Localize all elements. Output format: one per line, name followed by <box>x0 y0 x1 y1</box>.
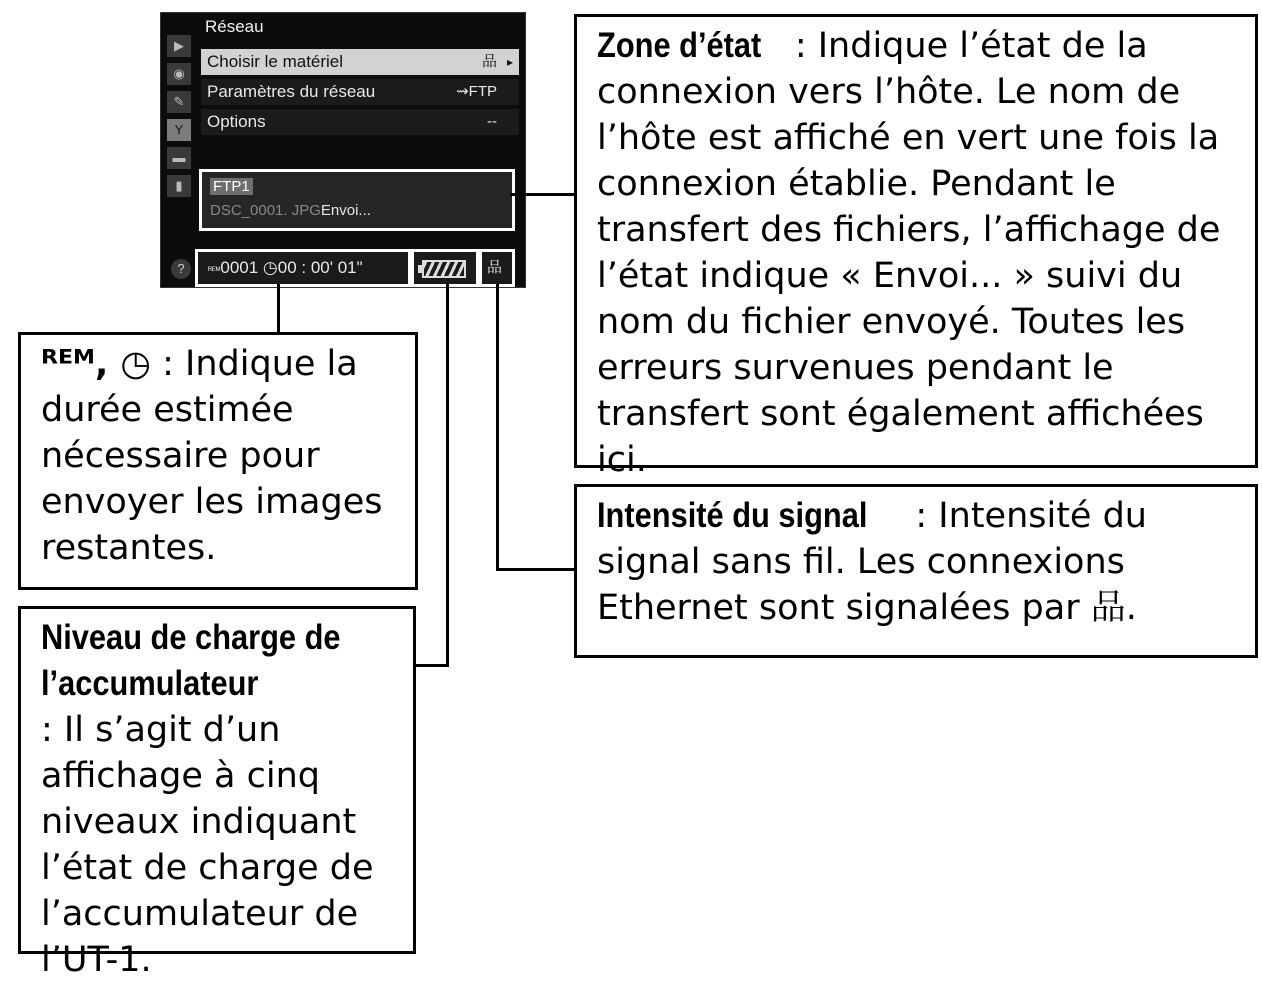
rem-icon: ᴿᴱᴹ <box>208 265 221 275</box>
remaining-time-zone <box>195 249 411 287</box>
connector-charge-vertical <box>446 284 449 667</box>
menu-item-label: Paramètres du réseau <box>207 82 376 101</box>
camera-tab-icon[interactable]: ◉ <box>167 63 191 85</box>
connector-signal-vertical <box>496 284 499 571</box>
pencil-tab-icon[interactable]: ✎ <box>167 91 191 113</box>
screen-title: Réseau <box>205 17 264 36</box>
status-host-name: FTP1 <box>210 178 253 195</box>
signal-icon: 品 <box>487 259 503 276</box>
signal-zone <box>479 249 515 287</box>
callout-text: : Intensité du signal sans fil. Les connexions Ethernet sont signalées par 品. <box>597 496 1147 628</box>
callout-heading: Intensité du signal <box>597 496 868 535</box>
camera-screen <box>160 12 526 288</box>
callout-heading: Niveau de charge de l’accumulateur <box>41 618 341 703</box>
callout-heading: Zone d’état <box>597 26 762 65</box>
mymenu-tab-icon[interactable]: ▮ <box>167 175 191 197</box>
connector-signal-horizontal <box>496 568 576 571</box>
menu-item-choisir-materiel[interactable] <box>201 49 519 75</box>
battery-icon <box>422 260 466 278</box>
menu-item-value: -- <box>487 113 497 130</box>
menu-item-value: ⇝FTP <box>456 83 497 100</box>
chevron-right-icon: ▸ <box>506 55 513 69</box>
callout-text: : Il s’agit d’un affichage à cinq niveaux indiquant l’état de charge de l’accumulateur de l’UT-1. <box>41 710 374 980</box>
rem-clock-icon: ᴿᴱᴹ, ◷ <box>41 344 151 384</box>
help-icon[interactable]: ? <box>171 259 191 279</box>
callout-niveau-charge <box>18 606 416 980</box>
menu-item-label: Choisir le matériel <box>207 52 344 71</box>
connector-zone <box>510 193 576 196</box>
remaining-time-value: 0001 ◷00 : 00' 01" <box>220 258 363 277</box>
callout-text: : Indique la durée estimée nécessaire pour envoyer les images restantes. <box>41 344 383 568</box>
status-file-name: DSC_0001. JPG <box>210 202 321 219</box>
connector-charge-horizontal <box>416 664 449 667</box>
retouch-tab-icon[interactable]: ▬ <box>167 147 191 169</box>
callout-duree-estimee <box>18 332 418 590</box>
callout-intensite-signal <box>574 484 1258 658</box>
connector-duree <box>277 284 280 334</box>
status-zone <box>199 169 515 231</box>
battery-zone <box>411 249 479 287</box>
playback-tab-icon[interactable]: ▶ <box>167 35 191 57</box>
ethernet-icon: 品 <box>481 53 497 70</box>
menu-item-parametres-reseau[interactable] <box>201 79 519 105</box>
callout-text: : Indique l’état de la connexion vers l’hôte. Le nom de l’hôte est affiché en vert une fois la connexion établie. Pendant le transfert des fichiers, l’affichage de l’état indique « Envoi... » suivi du nom du fichier envoyé. Toutes les erreurs survenues pendant le transfert sont également affichées ici. <box>597 26 1221 480</box>
remaining-time-readout <box>208 252 363 286</box>
status-file-line <box>210 202 371 219</box>
menu-item-options[interactable] <box>201 109 519 135</box>
menu-item-label: Options <box>207 112 266 131</box>
wrench-tab-icon[interactable]: Y <box>167 119 191 141</box>
menu-tabs <box>167 35 193 203</box>
callout-zone-etat <box>574 14 1258 480</box>
status-sending-text: Envoi... <box>320 202 371 219</box>
